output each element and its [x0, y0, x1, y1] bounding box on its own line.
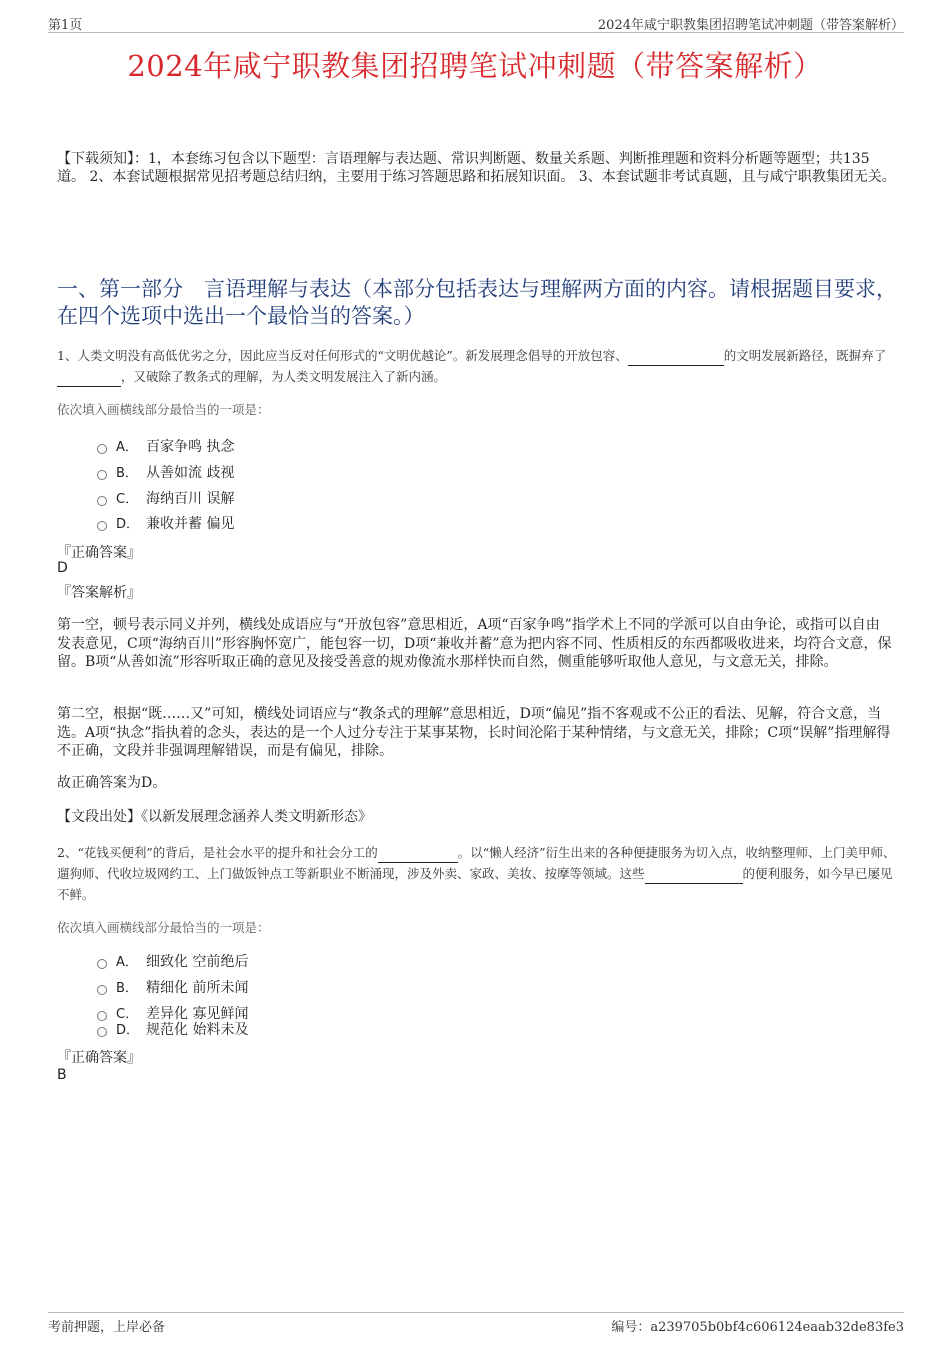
q1-blank-2 [57, 374, 121, 387]
header-doc-title: 2024年咸宁职教集团招聘笔试冲刺题（带答案解析） [597, 18, 904, 33]
radio-icon[interactable] [97, 470, 107, 480]
q2-blank-1 [378, 850, 458, 863]
q1-option-c[interactable] [97, 488, 234, 508]
option-text: 百家争鸣 执念 [146, 439, 235, 455]
option-letter: B． [116, 466, 138, 481]
radio-icon[interactable] [97, 1027, 107, 1037]
option-text: 精细化 前所未闻 [146, 980, 249, 996]
q2-blank-2 [645, 871, 743, 884]
q2-text-part-1: 2、“花钱买便利”的背后，是社会水平的提升和社会分工的 [57, 845, 378, 860]
option-letter: D． [116, 517, 140, 532]
radio-icon[interactable] [97, 985, 107, 995]
page-title: 2024年咸宁职教集团招聘笔试冲刺题（带答案解析） [127, 49, 823, 83]
option-letter: B． [116, 981, 138, 996]
q1-answer-label: 『正确答案』 [57, 545, 141, 561]
page-number: 第1页 [48, 18, 83, 33]
option-text: 差异化 寡见鲜闻 [146, 1006, 249, 1022]
q2-prompt: 依次填入画横线部分最恰当的一项是： [57, 920, 270, 935]
q1-text-part-3: ，又破除了教条式的理解，为人类文明发展注入了新内涵。 [121, 369, 447, 384]
q1-source: 【文段出处】《以新发展理念涵养人类文明新形态》 [57, 809, 372, 825]
option-text: 海纳百川 误解 [146, 491, 235, 507]
question-1-stem [57, 345, 902, 387]
section-heading: 一、第一部分 言语理解与表达（本部分包括表达与理解两方面的内容。请根据题目要求，在四个选项中选出一个最恰当的答案。） [57, 277, 897, 328]
radio-icon[interactable] [97, 444, 107, 454]
download-notice: 【下载须知】：1，本套练习包含以下题型：言语理解与表达题、常识判断题、数量关系题、判断推理题和资料分析题等题型；共135道。 2、本套试题根据常见招考题总结归纳，主要用于练习答题思路和拓展知识面。 3、本套试题非考试真题，且与咸宁职教集团无关。 [57, 151, 896, 185]
option-text: 从善如流 歧视 [146, 465, 235, 481]
q2-text-part-2: 。以“懒人经济”衍生出来的各种便捷服务为切入点，收纳整理师、上门美甲师、遛狗师、代收垃圾网约工、上门做饭钟点工等新职业不断涌现，涉及外卖、家政、美妆、按摩等领域。这些 [57, 845, 896, 881]
q1-prompt: 依次填入画横线部分最恰当的一项是： [57, 402, 270, 417]
radio-icon[interactable] [97, 521, 107, 531]
option-letter: A． [116, 440, 138, 455]
footer-slogan: 考前押题，上岸必备 [48, 1320, 166, 1335]
radio-icon[interactable] [97, 496, 107, 506]
q2-text-part-3: 的便利服务，如今早已屡见不鲜。 [57, 866, 893, 902]
q1-blank-1 [628, 353, 724, 366]
q1-option-b[interactable] [97, 462, 234, 482]
q1-text-part-2: 的文明发展新路径，既摒弃了 [723, 348, 887, 363]
q1-text-part-1: 1、人类文明没有高低优劣之分，因此应当反对任何形式的“文明优越论”。新发展理念倡导的开放包容、 [57, 348, 628, 363]
option-text: 细致化 空前绝后 [146, 954, 249, 970]
radio-icon[interactable] [97, 959, 107, 969]
q2-answer: B [57, 1067, 67, 1083]
q1-option-d[interactable] [97, 513, 234, 533]
q1-analysis-para-1: 第一空，顿号表示同义并列，横线处成语应与“开放包容”意思相近，A项“百家争鸣”指学术上不同的学派可以自由争论，或指可以自由发表意见，C项“海纳百川”形容胸怀宽广，能包容一切，D项“兼收并蓄”意为把内容不同、性质相反的东西都吸收进来，均符合文意，保留。B项“从善如流”形容听取正确的意见及接受善意的规劝像流水那样快而自然，侧重能够听取他人意见，与文意无关，排除。 [57, 617, 892, 670]
q1-analysis-conclusion: 故正确答案为D。 [57, 775, 167, 791]
option-letter: A． [116, 955, 138, 970]
q2-option-d[interactable] [97, 1019, 248, 1039]
option-letter: D． [116, 1023, 140, 1038]
footer-doc-id: 编号：a239705b0bf4c606124eaab32de83fe3 [611, 1320, 904, 1335]
page-header [48, 14, 904, 33]
question-2-stem [57, 842, 902, 905]
q2-option-a[interactable] [97, 951, 248, 971]
option-text: 兼收并蓄 偏见 [146, 516, 235, 532]
q2-option-b[interactable] [97, 977, 248, 997]
q2-answer-label: 『正确答案』 [57, 1050, 141, 1066]
option-letter: C． [116, 1007, 139, 1022]
q1-analysis-para-2: 第二空，根据“既……又”可知，横线处词语应与“教条式的理解”意思相近，D项“偏见”指不客观或不公正的看法、见解，符合文意，当选。A项“执念”指执着的念头，表达的是一个人过分专注于某事某物，长时间沦陷于某种情绪，与文意无关，排除；C项“误解”指理解得不正确，文段并非强调理解错误，而是有偏见，排除。 [57, 706, 891, 759]
q1-option-a[interactable] [97, 436, 234, 456]
page-footer [48, 1312, 904, 1335]
q1-answer: D [57, 560, 68, 576]
option-letter: C． [116, 492, 139, 507]
option-text: 规范化 始料未及 [146, 1022, 249, 1038]
q1-analysis-label: 『答案解析』 [57, 585, 141, 601]
